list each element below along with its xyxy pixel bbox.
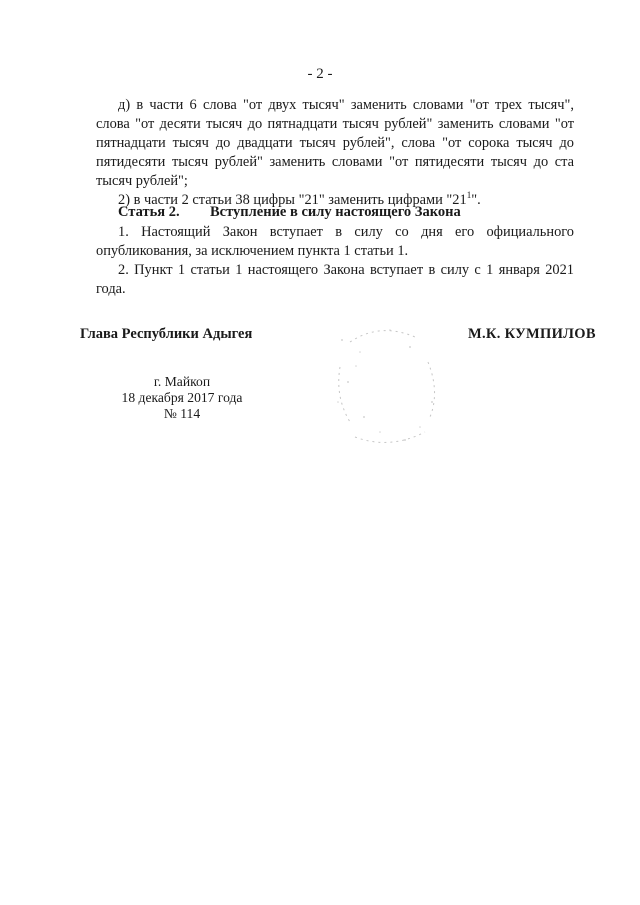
paragraph-2-end: ". xyxy=(471,192,481,208)
signatory-name: М.К. КУМПИЛОВ xyxy=(468,326,596,342)
paragraph-d: д) в части 6 слова "от двух тысяч" заменить словами "от трех тысяч", слова "от десяти тысяч до пятнадцати тысяч рублей" заменить словами "от пятнадцати тысяч до двадцати тысяч рублей", слова "от сорока тысяч до пятидесяти тысяч рублей" заменить словами "от пятидесяти тысяч до ста тысяч рублей"; xyxy=(96,97,574,189)
signatory-position: Глава Республики Адыгея xyxy=(80,326,253,342)
article-title: Вступление в силу настоящего Закона xyxy=(210,204,461,220)
page-number: - 2 - xyxy=(307,66,333,82)
date: 18 декабря 2017 года xyxy=(121,390,243,405)
law-number: № 114 xyxy=(163,406,201,421)
article-number: Статья 2. xyxy=(118,204,180,220)
article-body xyxy=(96,223,574,299)
amendments-block xyxy=(96,96,574,210)
city: г. Майкоп xyxy=(153,374,211,389)
article-paragraph-1: 1. Настоящий Закон вступает в силу со дня его официального опубликования, за исключением пункта 1 статьи 1. xyxy=(96,224,574,259)
superscript: 1 xyxy=(466,190,472,201)
article-heading xyxy=(118,204,461,221)
paragraph-2-text: 2) в части 2 статьи 38 цифры "21" заменить цифрами "21 xyxy=(118,192,467,208)
place-and-date xyxy=(112,374,252,422)
article-paragraph-2: 2. Пункт 1 статьи 1 настоящего Закона вступает в силу с 1 января 2021 года. xyxy=(96,262,574,297)
official-stamp-icon xyxy=(320,322,450,452)
